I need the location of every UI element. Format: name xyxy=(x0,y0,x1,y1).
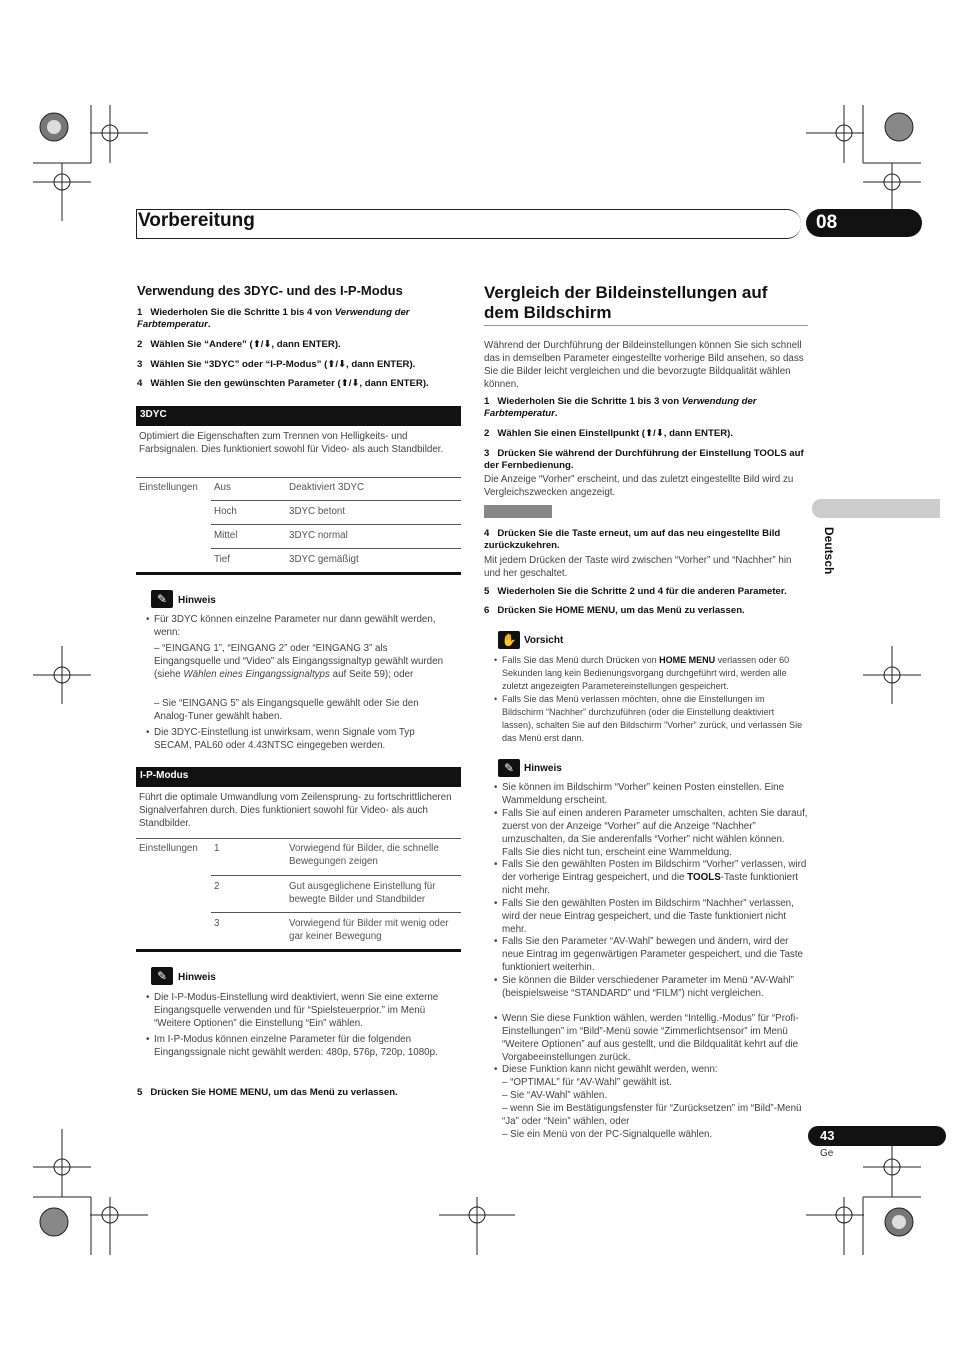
screen-indicator-bar xyxy=(484,505,552,518)
divider xyxy=(211,912,461,913)
step-2: 2 Wählen Sie “Andere” (⬆/⬇, dann ENTER). xyxy=(137,339,341,350)
pencil-icon: ✎ xyxy=(151,590,173,608)
step-3-body: Die Anzeige “Vorher” erscheint, und das zuletzt eingestellte Bild wird zu Vergleichszwecken angezeigt. xyxy=(484,474,794,498)
table-ip-description: Führt die optimale Umwandlung vom Zeilensprung- zu fortschrittlicheren Signalverfahren durch. Dies funktioniert sowohl für Video- als auch Standbilder. xyxy=(139,792,452,829)
table-3dyc-description: Optimiert die Eigenschaften zum Trennen von Helligkeits- und Farbsignalen. Dies funktioniert sowohl für Video- als auch Standbilder. xyxy=(139,431,444,455)
option-description: Deaktiviert 3DYC xyxy=(289,482,365,493)
note-title: Hinweis xyxy=(178,972,216,983)
settings-label: Einstellungen xyxy=(139,482,198,493)
note-title: Hinweis xyxy=(524,763,562,774)
note-subitem: – Sie “AV-Wahl” wählen. xyxy=(502,1090,608,1101)
note-bullet: Die I-P-Modus-Einstellung wird deaktiviert, wenn Sie eine externe Eingangsquelle verwenden und für “Spielsteuerprior.” im Menü “Weitere Optionen” die Einstellung “Ein” wählen. xyxy=(154,992,439,1029)
divider xyxy=(211,524,461,525)
language-label-wrap xyxy=(812,527,842,597)
option: 1 xyxy=(214,843,220,854)
step-3: 3 Drücken Sie während der Durchführung der Einstellung TOOLS auf der Fernbedienung. xyxy=(484,448,804,471)
note-title: Hinweis xyxy=(178,595,216,606)
option-description: 3DYC betont xyxy=(289,506,346,517)
divider xyxy=(211,875,461,876)
option-description: Vorwiegend für Bilder, die schnelle Bewegungen zeigen xyxy=(289,843,439,867)
divider xyxy=(211,548,461,549)
note-bullet: Die 3DYC-Einstellung ist unwirksam, wenn Signale vom Typ SECAM, PAL60 oder 4.43NTSC eingegeben werden. xyxy=(154,727,415,751)
divider xyxy=(211,500,461,501)
note-subitem: – “EINGANG 1”, “EINGANG 2” oder “EINGANG 3” als Eingangsquelle und “Video” als Eingangssignaltyp gewählt wurden (siehe Wählen eines Eingangssignaltyps auf Seite 59); oder xyxy=(154,643,444,680)
note-bullet: Falls Sie auf einen anderen Parameter umschalten, achten Sie darauf, zuerst von der Anzeige “Vorher” auf die Anzeige “Nachher” umzuschalten, da Sie anderenfalls “Vorher” nicht wählen können. Falls Sie dies nicht tun, erscheint eine Wammeldung. xyxy=(502,808,808,858)
note-bullet: Wenn Sie diese Funktion wählen, werden “Intellig.-Modus” für “Profi-Einstellungen” im “Bild”-Menü sowie “Zimmerlichtsensor” im Menü “Weitere Optionen” auf aus gestellt, und die Bildqualität kehrt auf die Vorgabeeinstellungen zurück. xyxy=(502,1013,799,1063)
option-description: 3DYC normal xyxy=(289,530,348,541)
divider xyxy=(136,477,461,478)
note-bullet: Sie können im Bildschirm “Vorher” keinen Posten einstellen. Eine Wammeldung erscheint. xyxy=(502,782,785,806)
language-tab xyxy=(812,499,940,518)
pencil-icon: ✎ xyxy=(151,967,173,985)
option: Mittel xyxy=(214,530,238,541)
step-2: 2 Wählen Sie einen Einstellpunkt (⬆/⬇, dann ENTER). xyxy=(484,428,734,439)
option: Aus xyxy=(214,482,231,493)
note-bullet: Falls Sie den Parameter “AV-Wahl” bewegen und ändern, wird der neue Eintrag im gegenwärtigen Parameter gespeichert, und die Taste funktioniert weiterhin. xyxy=(502,936,803,973)
caution-bullet: Falls Sie das Menü durch Drücken von HOME MENU verlassen oder 60 Sekunden lang kein Bedienungsvorgang durchgeführt wird, werden alle zuletzt angezeigten Parametereinstellungen gespeichert. xyxy=(502,655,790,691)
note-bullet: Im I-P-Modus können einzelne Parameter für die folgenden Eingangssignale nicht gewählt werden: 480p, 576p, 720p, 1080p. xyxy=(154,1034,438,1058)
step-6: 6 Drücken Sie HOME MENU, um das Menü zu verlassen. xyxy=(484,605,745,616)
note-subitem: – Sie ein Menü von der PC-Signalquelle wählen. xyxy=(502,1129,713,1140)
pencil-icon: ✎ xyxy=(498,759,520,777)
note-bullet: Falls Sie den gewählten Posten im Bildschirm “Vorher” verlassen, wird der vorherige Eintrag gespeichert, und die TOOLS-Taste funktioniert nicht mehr. xyxy=(502,859,807,896)
step-4-body: Mit jedem Drücken der Taste wird zwischen “Vorher” und “Nachher” hin und her geschaltet. xyxy=(484,555,792,579)
section-heading: Vergleich der Bildeinstellungen auf dem Bildschirm xyxy=(484,283,768,322)
page-number: 43 xyxy=(808,1126,946,1146)
language-label: Deutsch xyxy=(822,527,836,575)
chapter-number: 08 xyxy=(806,209,922,237)
note-bullet: Falls Sie den gewählten Posten im Bildschirm “Nachher” verlassen, wird der neue Eintrag gespeichert, und die Taste funktioniert nicht mehr. xyxy=(502,898,794,935)
table-bottom-rule xyxy=(136,949,461,952)
page-language-code: Ge xyxy=(820,1148,834,1159)
option-description: Gut ausgeglichene Einstellung für bewegte Bilder und Standbilder xyxy=(289,881,436,905)
option-description: 3DYC gemäßigt xyxy=(289,554,359,565)
step-1: 1 Wiederholen Sie die Schritte 1 bis 3 von Verwendung der Farbtemperatur. xyxy=(484,396,757,419)
heading-rule xyxy=(484,325,808,326)
table-ip-header: I-P-Modus xyxy=(136,767,461,787)
caution-bullet: Falls Sie das Menü verlassen möchten, ohne die Einstellungen im Bildschirm “Nachher” durchzuführen (oder die Einstellung deaktiviert lassen), schalten Sie auf den Bildschirm “Vorher” zurück, und verlassen Sie das Menü erst dann. xyxy=(502,694,803,743)
table-3dyc-header: 3DYC xyxy=(136,406,461,426)
section-heading: Verwendung des 3DYC- und des I-P-Modus xyxy=(137,283,403,298)
step-5: 5 Wiederholen Sie die Schritte 2 und 4 für die anderen Parameter. xyxy=(484,586,787,597)
option: Hoch xyxy=(214,506,237,517)
note-subitem: – wenn Sie im Bestätigungsfenster für “Zurücksetzen” im “Bild”-Menü “Ja” oder “Nein” wählen, oder xyxy=(502,1103,802,1127)
step-5: 5 Drücken Sie HOME MENU, um das Menü zu verlassen. xyxy=(137,1087,398,1098)
note-bullet: Sie können die Bilder verschiedener Parameter im Menü “AV-Wahl” (beispielsweise “STANDARD” und “FILM”) nicht vergleichen. xyxy=(502,975,794,999)
option-description: Vorwiegend für Bilder mit wenig oder gar keiner Bewegung xyxy=(289,918,449,942)
step-4: 4 Drücken Sie die Taste erneut, um auf das neu eingestellte Bild zurückzukehren. xyxy=(484,528,781,551)
note-bullet: Diese Funktion kann nicht gewählt werden, wenn: xyxy=(502,1064,718,1075)
step-3: 3 Wählen Sie “3DYC” oder “I-P-Modus” (⬆/⬇, dann ENTER). xyxy=(137,359,416,370)
step-4: 4 Wählen Sie den gewünschten Parameter (⬆/⬇, dann ENTER). xyxy=(137,378,429,389)
note-subitem: – “OPTIMAL” für “AV-Wahl” gewählt ist. xyxy=(502,1077,672,1088)
page-title: Vorbereitung xyxy=(138,210,255,231)
intro-text: Während der Durchführung der Bildeinstellungen können Sie sich schnell das in demselben Parameter eingestellte vorherige Bild ansehen, so dass Sie die Bilder leicht vergleichen und die bevorzugte Bildqualität wählen können. xyxy=(484,340,804,390)
step-1: 1 Wiederholen Sie die Schritte 1 bis 4 von Verwendung der Farbtemperatur. xyxy=(137,307,410,330)
caution-title: Vorsicht xyxy=(524,635,564,646)
table-bottom-rule xyxy=(136,572,461,575)
settings-label: Einstellungen xyxy=(139,843,198,854)
option: 3 xyxy=(214,918,220,929)
hand-icon: ✋ xyxy=(498,631,520,649)
note-bullet: Für 3DYC können einzelne Parameter nur dann gewählt werden, wenn: xyxy=(154,614,436,638)
option: Tief xyxy=(214,554,230,565)
note-subitem: – Sie “EINGANG 5” als Eingangsquelle gewählt oder Sie den Analog-Tuner gewählt haben. xyxy=(154,698,419,722)
option: 2 xyxy=(214,881,220,892)
divider xyxy=(136,838,461,839)
